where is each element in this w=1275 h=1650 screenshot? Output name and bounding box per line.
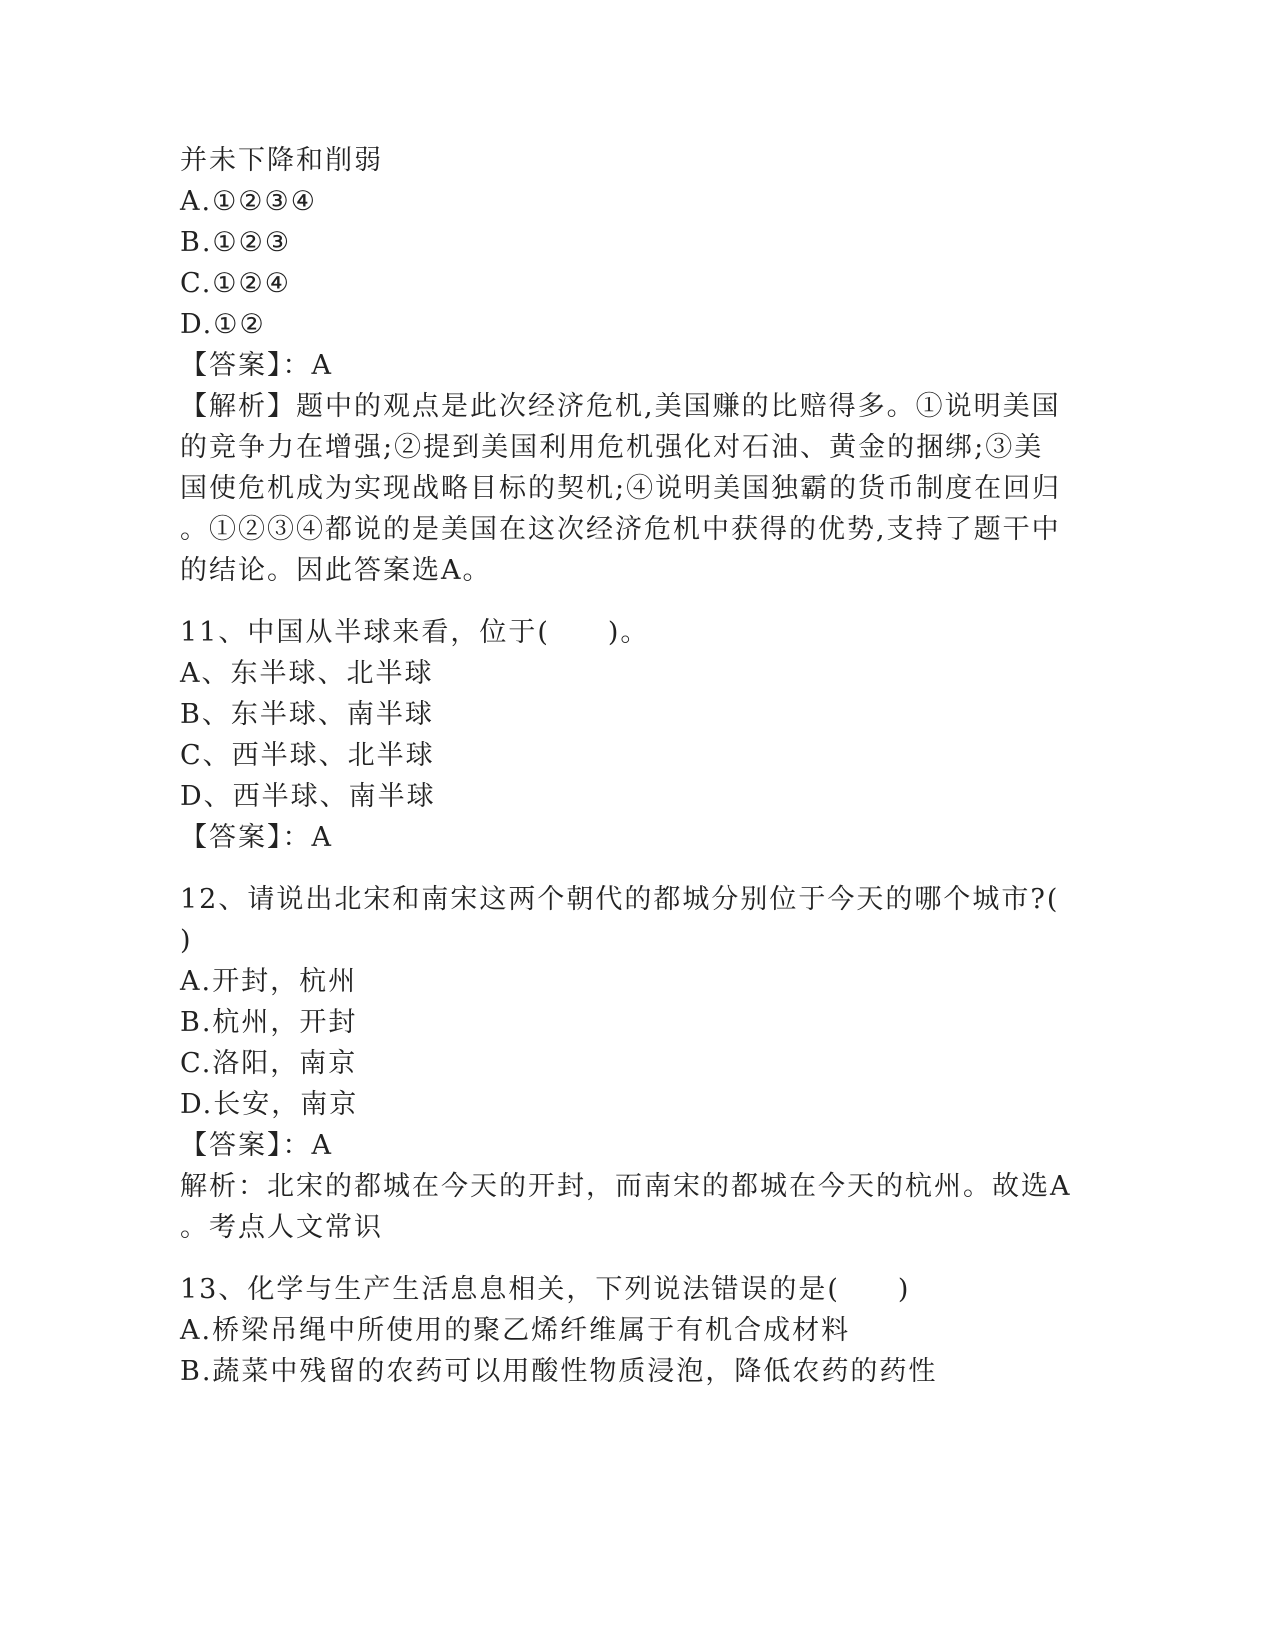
- q12-analysis-line: 解析：北宋的都城在今天的开封，而南宋的都城在今天的杭州。故选A: [180, 1171, 1072, 1202]
- q13-stem: 13、化学与生产生活息息相关，下列说法错误的是( ): [180, 1274, 911, 1305]
- q10-analysis-line: 的竞争力在增强;②提到美国利用危机强化对石油、黄金的捆绑;③美: [180, 432, 1044, 463]
- q11-option-a: A、东半球、北半球: [180, 658, 434, 689]
- q12-option-a: A.开封，杭州: [180, 966, 358, 997]
- q10-answer: 【答案】：A: [180, 350, 333, 381]
- q11-option-d: D、西半球、南半球: [180, 781, 436, 812]
- q10-analysis-line: 国使危机成为实现战略目标的契机;④说明美国独霸的货币制度在回归: [180, 473, 1062, 504]
- q13-option-a: A.桥梁吊绳中所使用的聚乙烯纤维属于有机合成材料: [180, 1315, 851, 1346]
- q12-stem-line: 12、请说出北宋和南宋这两个朝代的都城分别位于今天的哪个城市?(: [180, 884, 1060, 915]
- q11-stem: 11、中国从半球来看，位于( )。: [180, 617, 650, 648]
- q10-option-b: B.①②③: [180, 227, 292, 258]
- q12-option-b: B.杭州，开封: [180, 1007, 358, 1038]
- q10-option-d: D.①②: [180, 309, 266, 340]
- page-content: [180, 140, 1072, 1392]
- q10-analysis-line: 的结论。因此答案选A。: [180, 555, 492, 586]
- spacer: [180, 858, 1060, 879]
- q13-option-b: B.蔬菜中残留的农药可以用酸性物质浸泡，降低农药的药性: [180, 1356, 938, 1387]
- q10-stem-tail: 并未下降和削弱: [180, 145, 383, 176]
- spacer: [180, 1248, 1060, 1269]
- q12-stem-line: ): [180, 925, 193, 956]
- q10-option-c: C.①②④: [180, 268, 291, 299]
- q12-answer: 【答案】：A: [180, 1130, 333, 1161]
- q11-answer: 【答案】：A: [180, 822, 333, 853]
- q12-option-c: C.洛阳，南京: [180, 1048, 358, 1079]
- q10-analysis-line: 。①②③④都说的是美国在这次经济危机中获得的优势,支持了题干中: [180, 514, 1061, 545]
- q10-analysis-line: 【解析】题中的观点是此次经济危机,美国赚的比赔得多。①说明美国: [180, 391, 1061, 422]
- spacer: [180, 591, 1060, 612]
- q10-option-a: A.①②③④: [180, 186, 317, 217]
- q12-analysis-line: 。考点人文常识: [180, 1212, 383, 1243]
- q11-option-c: C、西半球、北半球: [180, 740, 435, 771]
- q11-option-b: B、东半球、南半球: [180, 699, 434, 730]
- q12-option-d: D.长安，南京: [180, 1089, 359, 1120]
